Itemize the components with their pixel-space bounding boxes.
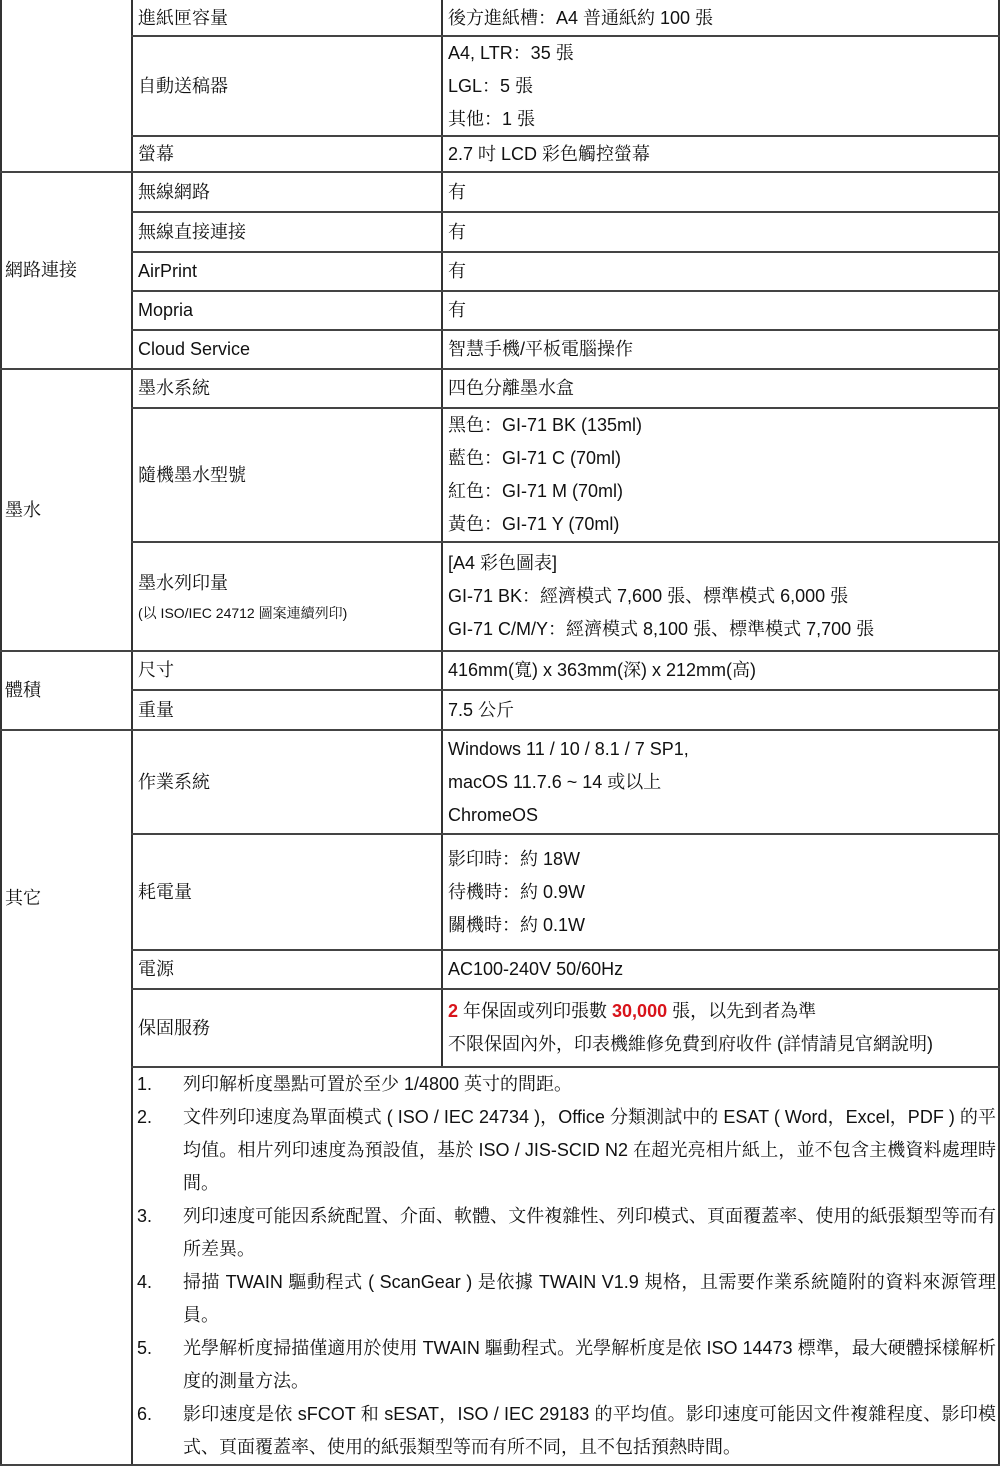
footnote-5: 5. 光學解析度掃描僅適用於使用 TWAIN 驅動程式。光學解析度是依 ISO 14473 標準，最大硬體採樣解析度的測量方法。 <box>137 1338 996 1391</box>
spec-value-dimensions: 416mm(寬) x 363mm(深) x 212mm(高) <box>448 660 757 680</box>
footnote-4: 4. 掃描 TWAIN 驅動程式 ( ScanGear ) 是依據 TWAIN V1.9 規格，且需要作業系統隨附的資料來源管理員。 <box>137 1272 996 1325</box>
spec-value-power-consumption: 影印時：約 18W 待機時：約 0.9W 關機時：約 0.1W <box>448 848 586 935</box>
footnote-3: 3. 列印速度可能因系統配置、介面、軟體、文件複雜性、列印模式、頁面覆蓋率、使用的紙張類型等而有所差異。 <box>137 1206 996 1259</box>
spec-label-ink-system: 墨水系統 <box>138 378 210 398</box>
category-ink: 墨水 <box>5 499 41 520</box>
spec-value-ink-system: 四色分離墨水盒 <box>448 378 574 398</box>
warranty-line-2: 不限保固內外，印表機維修免費到府收件 (詳情請見官網說明) <box>448 1034 933 1054</box>
spec-value-tray-capacity: 後方進紙槽：A4 普通紙約 100 張 <box>448 7 714 28</box>
spec-label-airprint: AirPrint <box>138 261 198 281</box>
footnote-1: 1. 列印解析度墨點可置於至少 1/4800 英寸的間距。 <box>137 1074 573 1094</box>
spec-label-os: 作業系統 <box>138 771 210 792</box>
spec-label-screen: 螢幕 <box>138 143 174 164</box>
spec-label-mopria: Mopria <box>138 300 194 320</box>
spec-label-wifi-direct: 無線直接連接 <box>138 221 246 242</box>
spec-label-cloud-service: Cloud Service <box>138 339 251 359</box>
category-other: 其它 <box>5 888 41 908</box>
table-divider-value <box>441 0 443 1068</box>
spec-label-wifi: 無線網路 <box>138 181 210 202</box>
footnote-6: 6. 影印速度是依 sFCOT 和 sESAT，ISO / IEC 29183 的平均值。影印速度可能因文件複雜程度、影印模式、頁面覆蓋率、使用的紙張類型等而有所不同，且不包括預熱時間。 <box>137 1404 996 1457</box>
spec-label-dimensions: 尺寸 <box>138 660 174 680</box>
table-divider-category <box>131 0 133 1466</box>
footnotes <box>134 1068 998 1464</box>
spec-value-wifi: 有 <box>448 181 466 202</box>
spec-value-warranty <box>444 990 998 1066</box>
spec-value-adf: A4, LTR：35 張 LGL：5 張 其他：1 張 <box>448 42 574 129</box>
footnote-2: 2. 文件列印速度為單面模式 ( ISO / IEC 24734 )，Office 分類測試中的 ESAT ( Word，Excel，PDF ) 的平均值。相片列印速度為預設值，基於 ISO / JIS-SCID N2 在超光亮相片紙上，並不包含主機資料處理時間。 <box>137 1107 996 1193</box>
warranty-line-1: 2 年保固或列印張數 30,000 張，以先到者為準 <box>448 1001 817 1021</box>
spec-value-mopria: 有 <box>448 300 466 320</box>
spec-label-power-consumption: 耗電量 <box>138 881 192 902</box>
spec-label-adf: 自動送稿器 <box>138 75 228 96</box>
spec-label-power-supply: 電源 <box>138 959 174 979</box>
category-volume: 體積 <box>5 680 41 700</box>
spec-value-weight: 7.5 公斤 <box>448 699 515 720</box>
spec-value-bundled-ink: 黑色：GI-71 BK (135ml) 藍色：GI-71 C (70ml) 紅色：GI-71 M (70ml) 黃色：GI-71 Y (70ml) <box>448 415 643 534</box>
spec-label-ink-yield: 墨水列印量 (以 ISO/IEC 24712 圖案連續列印) <box>134 543 440 650</box>
spec-value-os: Windows 11 / 10 / 8.1 / 7 SP1, macOS 11.7.6 ~ 14 或以上 ChromeOS <box>448 738 689 825</box>
spec-label-tray-capacity: 進紙匣容量 <box>138 7 228 28</box>
spec-label-bundled-ink: 隨機墨水型號 <box>138 464 246 485</box>
spec-sublabel-ink-yield: (以 ISO/IEC 24712 圖案連續列印) <box>138 605 348 621</box>
spec-value-airprint: 有 <box>448 261 466 281</box>
spec-value-screen: 2.7 吋 LCD 彩色觸控螢幕 <box>448 143 651 164</box>
spec-value-wifi-direct: 有 <box>448 221 466 242</box>
warranty-pages: 30,000 <box>612 1001 668 1021</box>
category-network: 網路連接 <box>5 260 77 280</box>
spec-value-power-supply: AC100-240V 50/60Hz <box>448 959 624 979</box>
spec-value-cloud-service: 智慧手機/平板電腦操作 <box>448 339 633 359</box>
spec-label-warranty: 保固服務 <box>138 1017 210 1038</box>
spec-value-ink-yield: [A4 彩色圖表] GI-71 BK：經濟模式 7,600 張、標準模式 6,000 張 GI-71 C/M/Y：經濟模式 8,100 張、標準模式 7,700 張 <box>448 553 875 639</box>
spec-label-weight: 重量 <box>138 699 174 720</box>
warranty-years: 2 <box>448 1001 459 1021</box>
